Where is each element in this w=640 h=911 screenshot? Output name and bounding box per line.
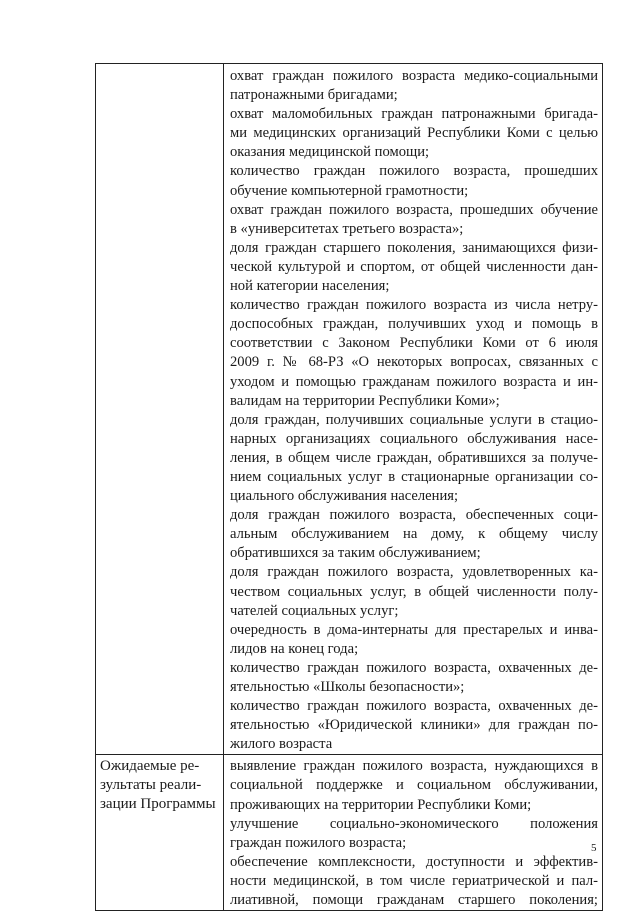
text-line: охват граждан пожилого возраста медико-социальными [230,68,598,84]
text-line: ной категории населения; [230,278,390,295]
text-line: доля граждан, получивших социальные услуги в стацио- [230,411,598,428]
text-line: оказания медицинской помощи; [230,144,430,161]
text-line: доля граждан старшего поколения, занимающихся физи- [230,239,598,256]
text-line: уходом и помощью гражданам пожилого возраста и ин- [230,373,598,390]
text-line: социальной поддержке и социальном обслуживании, [230,777,598,794]
text-line: ления, в общем числе граждан, обратившихся за получе- [230,449,598,466]
expected-results-label [96,755,223,814]
text-line: количество граждан пожилого возраста, охваченных де- [230,698,598,715]
row-content-cell [224,64,603,755]
text-line: ности медицинской, в том числе гериатрической и пал- [230,872,598,889]
text-line: циального обслуживания населения; [230,488,459,505]
indicators-text [224,64,602,754]
text-line: улучшение социально-экономического положения [230,815,598,832]
text-line: соответствии с Законом Республики Коми от 6 июля [230,335,598,352]
row-label-cell [96,64,224,755]
label-line: зации Программы [100,796,216,813]
text-line: количество граждан пожилого возраста, прошедших [230,163,598,180]
text-line: ятельностью «Школы безопасности»; [230,679,465,695]
text-line: жилого возраста [230,736,333,753]
text-line: доля граждан пожилого возраста, удовлетворенных ка- [230,564,598,581]
text-line: доспособных граждан, получивших уход и помощь в [230,316,598,333]
text-line: количество граждан пожилого возраста из числа нетру- [230,297,598,314]
text-line: обучение компьютерной грамотности; [230,182,469,199]
text-line: в «университетах третьего возраста»; [230,220,464,237]
text-line: выявление граждан пожилого возраста, нуждающихся в [230,758,598,775]
label-line: Ожидаемые ре- [100,758,200,775]
text-line: очередность в дома-интернаты для престарелых и инва- [230,621,598,638]
text-line: проживающих на территории Республики Коми; [230,796,532,813]
row-label-cell [96,755,224,911]
text-line: обеспечение комплексности, доступности и эффектив- [230,853,598,870]
text-line: лиативной, помощи гражданам старшего поколения; [230,892,598,909]
text-line: количество граждан пожилого возраста, охваченных де- [230,659,598,676]
label-line: зультаты реали- [100,777,202,794]
text-line: валидам на территории Республики Коми»; [230,392,500,409]
text-line: 2009 г. № 68-РЗ «О некоторых вопросах, связанных с [230,354,598,371]
text-line: ми медицинских организаций Республики Коми с целью [230,125,598,142]
text-line: ятельностью «Юридической клиники» для граждан по- [230,717,598,734]
program-table [95,63,603,911]
expected-results-text [224,755,602,910]
text-line: граждан пожилого возраста; [230,834,407,851]
page-number: 5 [591,842,597,854]
text-line: нарных организациях социального обслуживания насе- [230,430,598,447]
row-content-cell [224,755,603,911]
text-line: охват граждан пожилого возраста, прошедших обучение [230,201,598,218]
table-row [96,755,603,911]
text-line: охват маломобильных граждан патронажными бригада- [230,106,598,123]
text-line: лидов на конец года; [230,640,359,657]
text-line: патронажными бригадами; [230,87,398,104]
text-line: доля граждан пожилого возраста, обеспеченных соци- [230,507,598,524]
text-line: нием социальных услуг в стационарные организации со- [230,468,598,485]
text-line: обратившихся за таким обслуживанием; [230,545,481,562]
text-line: чеством социальных услуг, в общей численности полу- [230,583,598,600]
text-line: ческой культурой и спортом, от общей численности дан- [230,258,598,275]
table-row [96,64,603,755]
text-line: чателей социальных услуг; [230,602,399,619]
row-label [96,64,223,66]
text-line: альным обслуживанием на дому, к общему числу [230,526,598,543]
